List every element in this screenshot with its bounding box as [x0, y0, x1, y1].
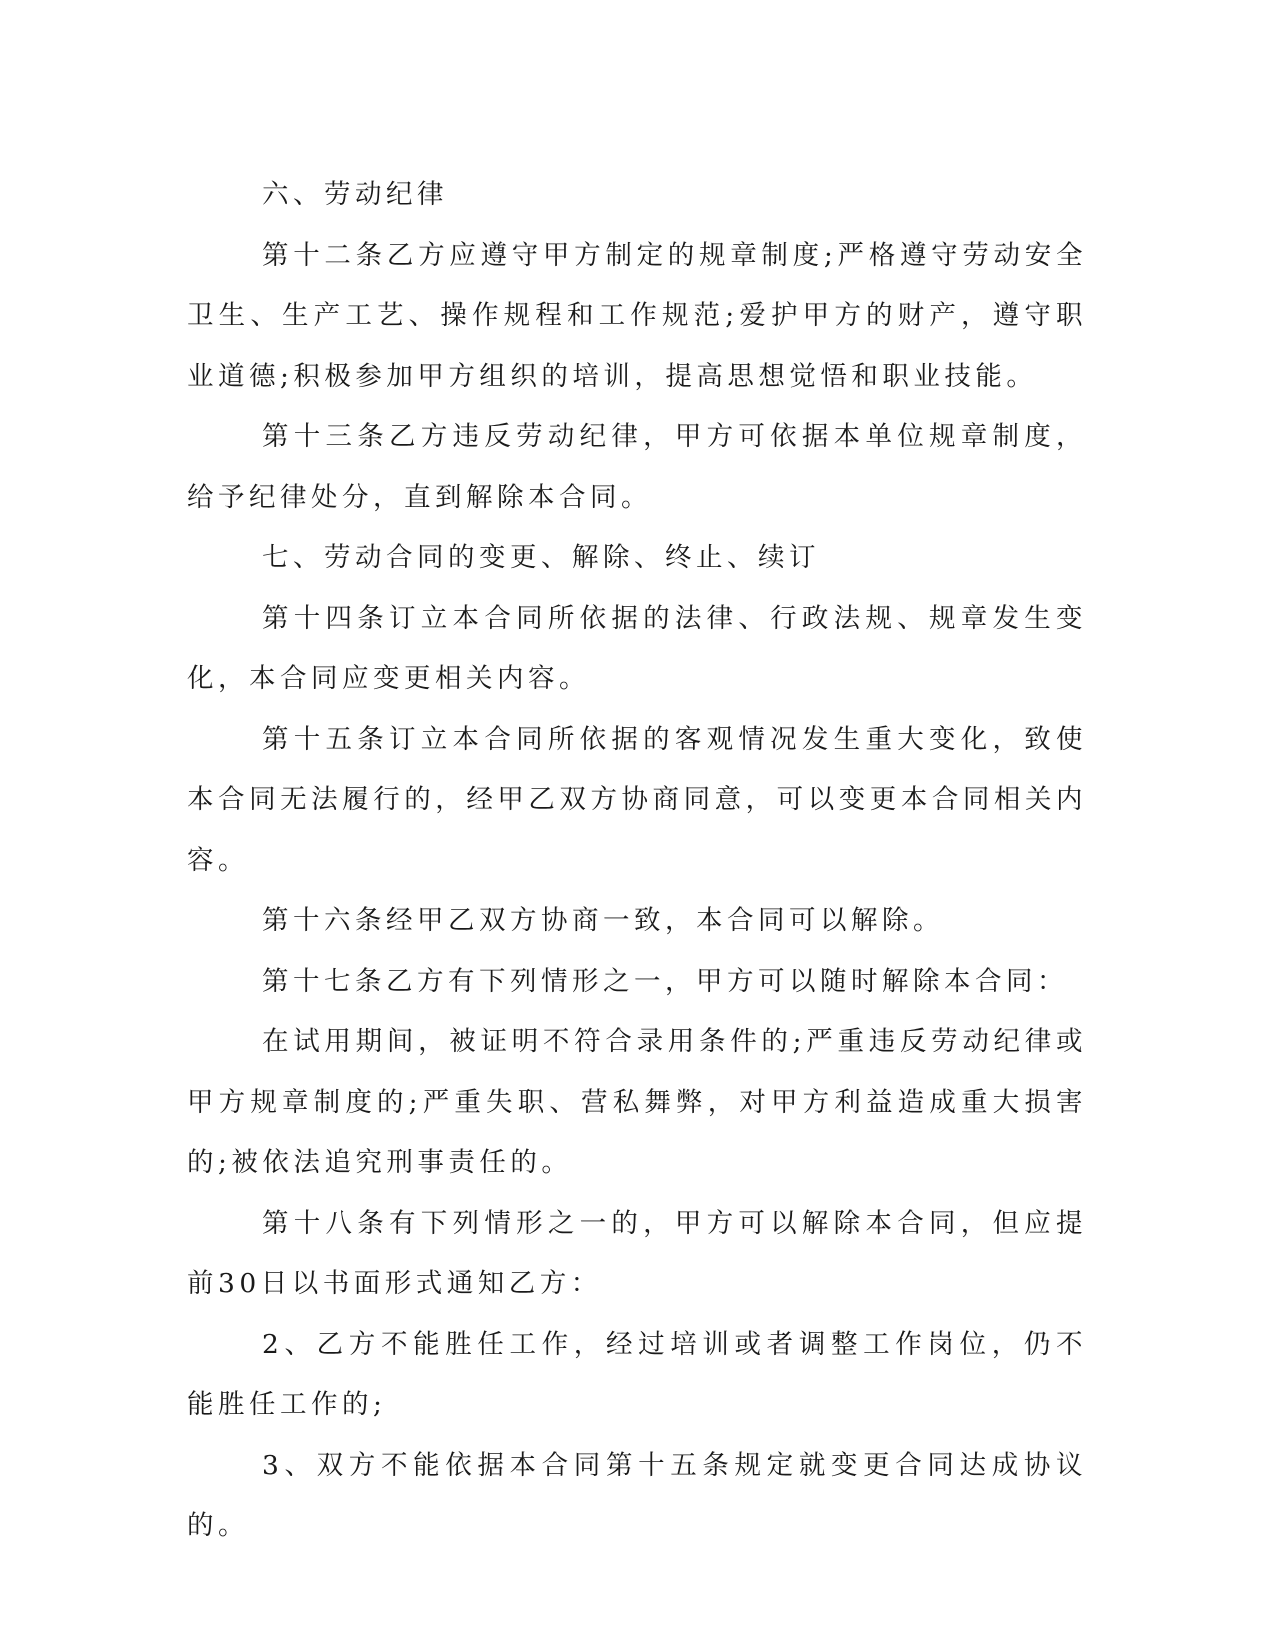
article-17-conditions: 在试用期间，被证明不符合录用条件的;严重违反劳动纪律或甲方规章制度的;严重失职、营私舞弊，对甲方利益造成重大损害的;被依法追究刑事责任的。	[187, 1026, 1087, 1178]
article-17: 第十七条乙方有下列情形之一，甲方可以随时解除本合同：	[262, 965, 1068, 997]
section-heading-contract-changes: 七、劳动合同的变更、解除、终止、续订	[262, 542, 820, 573]
article-15: 第十五条订立本合同所依据的客观情况发生重大变化，致使本合同无法履行的，经甲乙双方协商同意，可以变更本合同相关内容。	[187, 723, 1087, 876]
article-18-item-3: 3、双方不能依据本合同第十五条规定就变更合同达成协议的。	[187, 1449, 1087, 1541]
article-12: 第十二条乙方应遵守甲方制定的规章制度;严格遵守劳动安全卫生、生产工艺、操作规程和工作规范;爱护甲方的财产，遵守职业道德;积极参加甲方组织的培训，提高思想觉悟和职业技能。	[187, 239, 1087, 392]
document-body	[187, 165, 1087, 1557]
section-heading-labor-discipline: 六、劳动纪律	[262, 179, 448, 210]
article-18: 第十八条有下列情形之一的，甲方可以解除本合同，但应提前30日以书面形式通知乙方：	[187, 1207, 1087, 1299]
article-14: 第十四条订立本合同所依据的法律、行政法规、规章发生变化，本合同应变更相关内容。	[187, 602, 1087, 694]
article-18-item-2: 2、乙方不能胜任工作，经过培训或者调整工作岗位，仍不能胜任工作的;	[187, 1328, 1087, 1420]
article-13: 第十三条乙方违反劳动纪律，甲方可依据本单位规章制度，给予纪律处分，直到解除本合同。	[187, 421, 1087, 513]
article-16: 第十六条经甲乙双方协商一致，本合同可以解除。	[262, 905, 944, 936]
